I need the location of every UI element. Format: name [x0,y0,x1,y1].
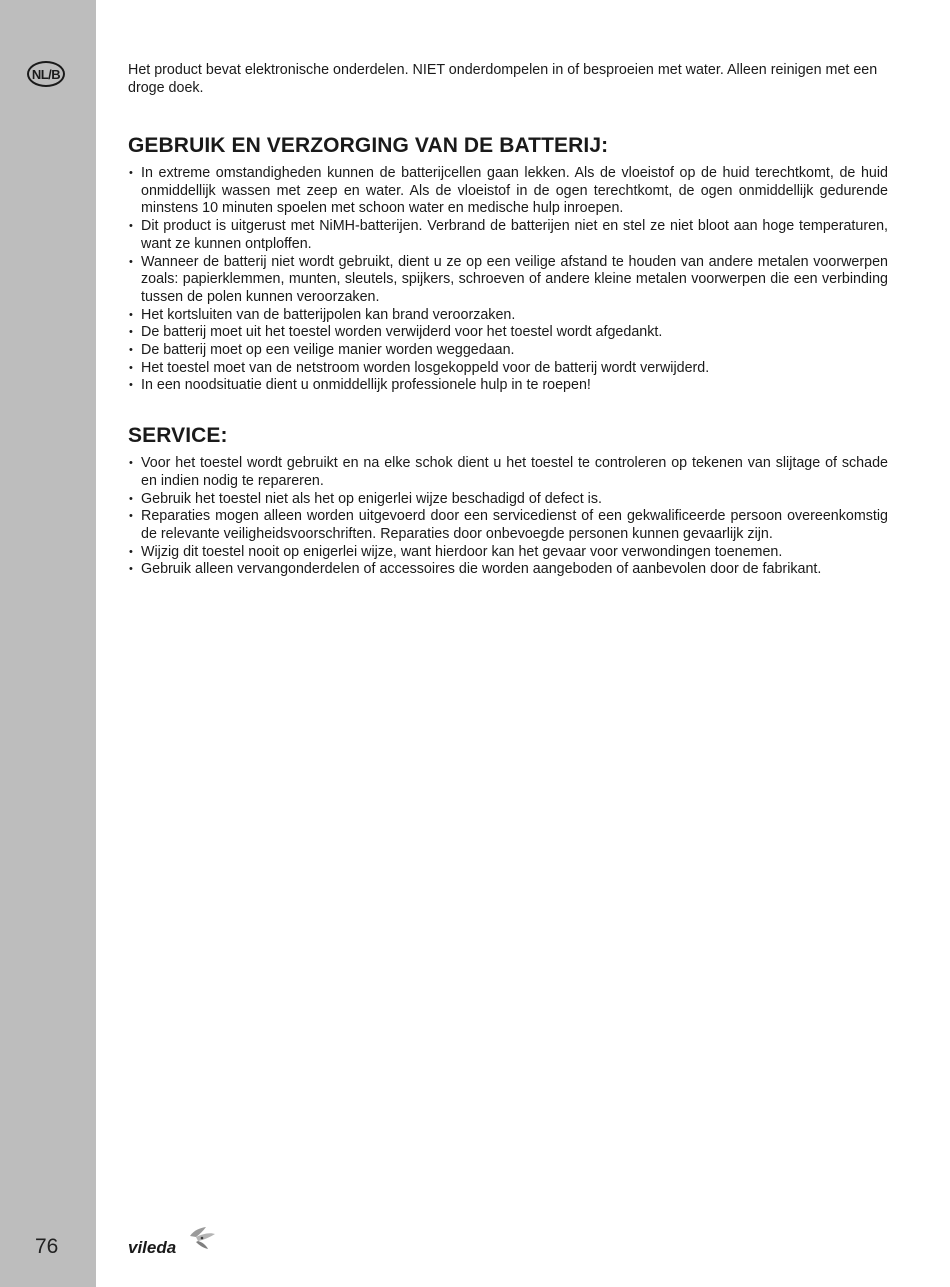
service-list [128,455,888,579]
vileda-logo [128,1222,220,1258]
list-item: • De batterij moet op een veilige manier worden weggedaan. [128,342,888,360]
list-item: • Wijzig dit toestel nooit op enigerlei wijze, want hierdoor kan het gevaar voor verwondingen toenemen. [128,544,888,562]
list-item: • Dit product is uitgerust met NiMH-batterijen. Verbrand de batterijen niet en stel ze niet bloot aan hoge temperaturen, want ze kunnen ontploffen. [128,218,888,253]
battery-list [128,165,888,395]
list-item: • De batterij moet uit het toestel worden verwijderd voor het toestel wordt afgedankt. [128,324,888,342]
battery-section-heading: GEBRUIK EN VERZORGING VAN DE BATTERIJ: [128,134,609,157]
main-content [128,61,888,579]
language-badge: NL/B [27,61,65,87]
list-item: • Reparaties mogen alleen worden uitgevoerd door een servicedienst of een gekwalificeerde persoon overeenkomstig de relevante veiligheidsvoorschriften. Reparaties door onbevoegde personen kunnen gevaarlijk zijn. [128,508,888,543]
list-item: • Wanneer de batterij niet wordt gebruikt, dient u ze op een veilige afstand te houden van andere metalen voorwerpen zoals: papierklemmen, munten, sleutels, spijkers, schroeven of andere kleine metalen voorwerpen die een verbinding tussen de polen kunnen veroorzaken. [128,254,888,307]
intro-paragraph: Het product bevat elektronische onderdelen. NIET onderdompelen in of besproeien met water. Alleen reinigen met een droge doek. [128,62,878,96]
list-item: • Het kortsluiten van de batterijpolen kan brand veroorzaken. [128,307,888,325]
service-section-heading: SERVICE: [128,424,228,448]
list-item: • Gebruik het toestel niet als het op enigerlei wijze beschadigd of defect is. [128,491,888,509]
list-item: • Het toestel moet van de netstroom worden losgekoppeld voor de batterij wordt verwijderd. [128,360,888,378]
page-number: 76 [35,1235,59,1258]
list-item: • In een noodsituatie dient u onmiddellijk professionele hulp in te roepen! [128,377,888,395]
list-item: • In extreme omstandigheden kunnen de batterijcellen gaan lekken. Als de vloeistof op de huid terechtkomt, de huid onmiddellijk wassen met zeep en water. Als de vloeistof in de ogen terechtkomt, de ogen onmiddellijk gedurende minstens 10 minuten spoelen met schoon water en medische hulp inroepen. [128,165,888,218]
list-item: • Voor het toestel wordt gebruikt en na elke schok dient u het toestel te controleren op tekenen van slijtage of schade en indien nodig te repareren. [128,455,888,490]
bird-icon [190,1227,215,1249]
page-sidebar [0,0,96,1287]
list-item: • Gebruik alleen vervangonderdelen of accessoires die worden aangeboden of aanbevolen door de fabrikant. [128,561,888,579]
brand-wordmark: vileda [128,1238,177,1257]
